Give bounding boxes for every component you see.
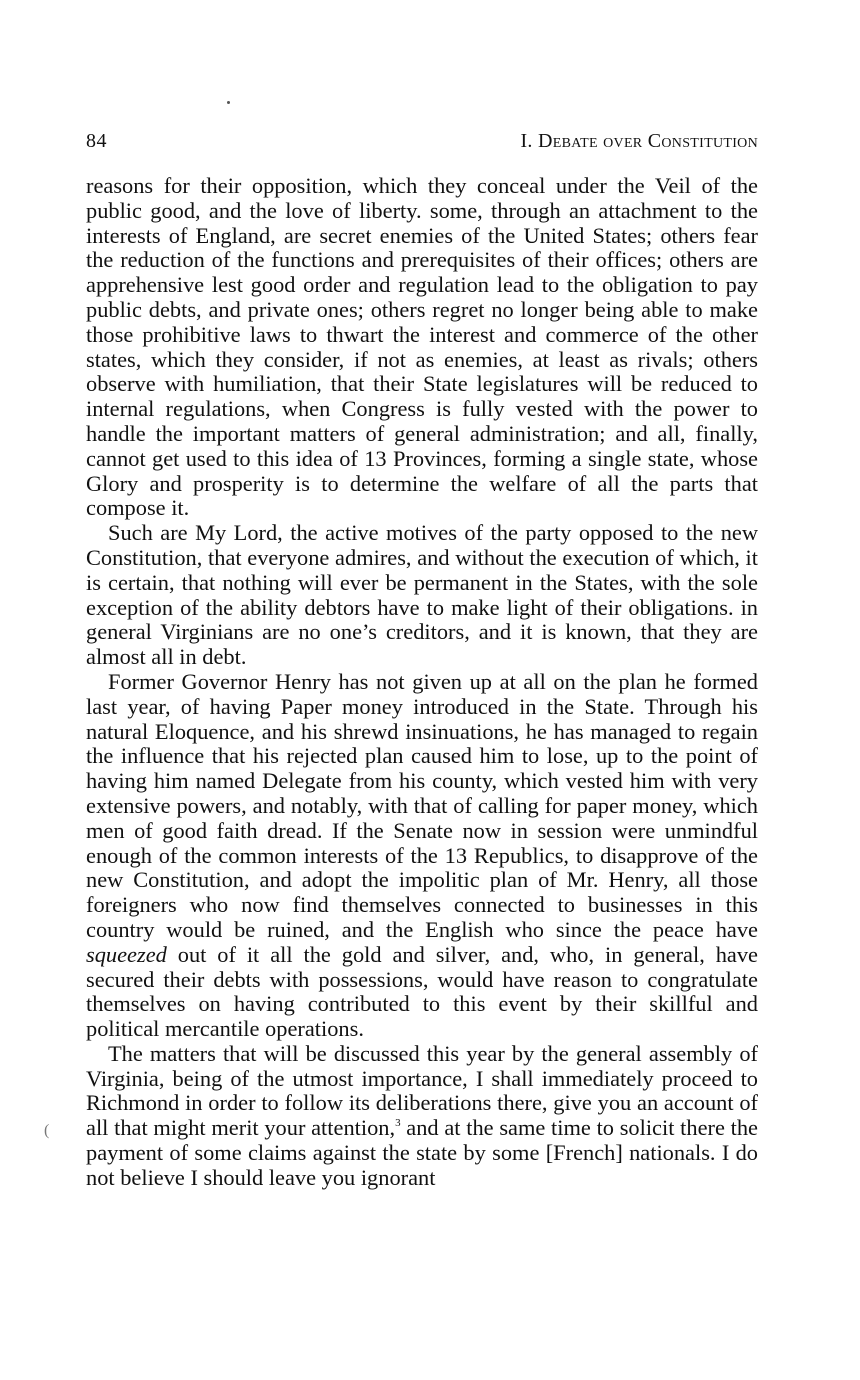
footnote-marker: 3 <box>395 1117 401 1130</box>
paragraph-richmond-text-a: The matters that will be discussed this year by the general assembly of Virginia, being of the utmost importance, I shall immediately proceed to Richmond in order to follow its deliberations there, give you an account of all that might merit your attention, <box>86 1040 758 1141</box>
paragraph-henry <box>86 670 758 1042</box>
italic-word: squeezed <box>86 941 167 967</box>
paragraph-henry-text-b: out of it all the gold and silver, and, who, in general, have secured their debts with possessions, would have reason to congratulate themselves on having contributed to this event by their skillful and political mercantile operations. <box>86 941 758 1042</box>
section-title <box>520 127 758 155</box>
running-head <box>86 127 758 155</box>
body-text <box>86 174 758 1191</box>
section-title-text: Debate over Constitution <box>538 130 758 152</box>
ink-speck <box>227 101 230 104</box>
paragraph-richmond <box>86 1042 758 1191</box>
paragraph-motives: Such are My Lord, the active motives of the party opposed to the new Constitution, that everyone admires, and without the execution of which, it is certain, that nothing will ever be permanent in the States, with the sole exception of the ability debtors have to make light of their obligations. in general Virginians are no one’s creditors, and it is known, that they are almost all in debt. <box>86 520 758 670</box>
page-number: 84 <box>86 130 107 152</box>
paragraph-henry-text-a: Former Governor Henry has not given up at all on the plan he formed last year, of having Paper money introduced in the State. Through his natural Eloquence, and his shrewd insinuations, he has managed to regain the influence that his rejected plan caused him to lose, up to the point of having him named Delegate from his county, which vested him with very extensive powers, and notably, with that of calling for paper money, which men of good faith dread. If the Senate now in session were unmindful enough of the common interests of the 13 Republics, to disapprove of the new Constitution, and adopt the impolitic plan of Mr. Henry, all those foreigners who now find themselves connected to businesses in this country would be ruined, and the English who since the peace have <box>86 668 758 942</box>
section-title-numeral: I. <box>520 130 539 152</box>
paragraph-continued: reasons for their opposition, which they conceal under the Veil of the public good, and the love of liberty. some, through an attachment to the interests of England, are secret enemies of the United States; others fear the reduction of the functions and prerequisites of their offices; others are apprehensive lest good order and regulation lead to the obligation to pay public debts, and private ones; others regret no longer being able to make those prohibitive laws to thwart the interest and commerce of the other states, which they consider, if not as enemies, at least as rivals; others observe with humiliation, that their State legislatures will be reduced to internal regulations, when Congress is fully vested with the power to handle the important matters of general administration; and all, finally, cannot get used to this idea of 13 Provinces, forming a single state, whose Glory and prosperity is to determine the welfare of all the parts that compose it. <box>86 173 758 521</box>
paragraph-richmond-text-b: and at the same time to solicit there the payment of some claims against the state by some [French] nationals. I do not believe I should leave you ignorant <box>86 1115 758 1190</box>
margin-pencil-mark: ( <box>44 1122 50 1139</box>
